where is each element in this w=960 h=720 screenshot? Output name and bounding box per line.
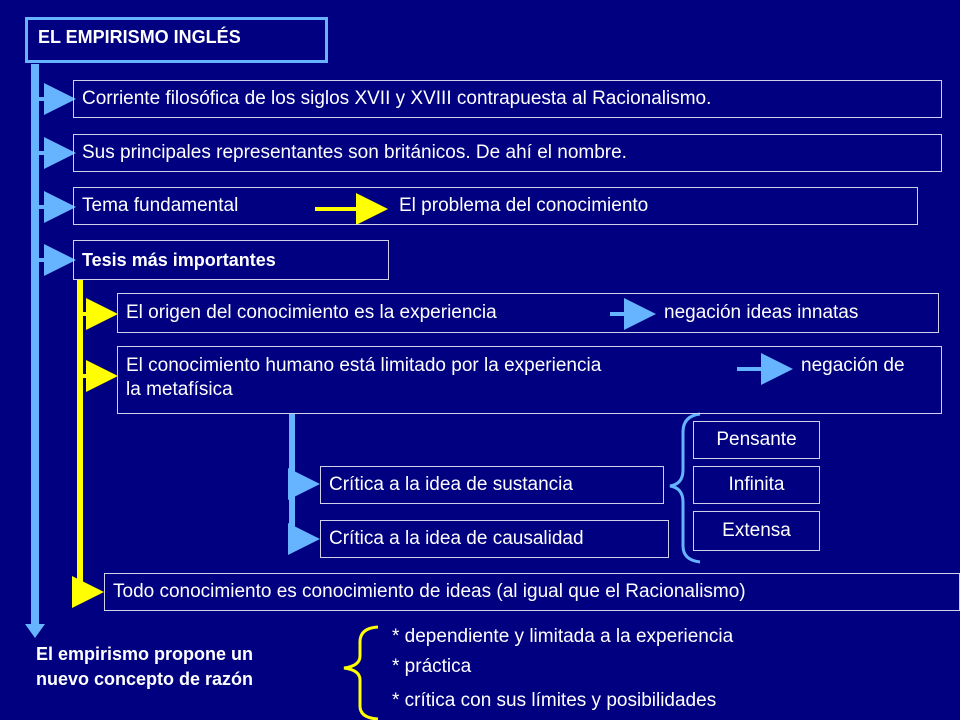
todo-text: Todo conocimiento es conocimiento de ideas (al igual que el Racionalismo)	[113, 581, 746, 602]
corriente-box	[73, 80, 942, 118]
sustancia-box	[320, 466, 664, 504]
razon-point-2: * práctica	[392, 656, 472, 677]
tesis-text: Tesis más importantes	[82, 250, 276, 270]
limitado-result-2: la metafísica	[126, 379, 233, 400]
tema-label: Tema fundamental	[82, 195, 239, 216]
origen-text: El origen del conocimiento es la experiencia	[126, 302, 497, 323]
sustancia-extensa-box	[693, 511, 820, 551]
todo-box	[104, 573, 960, 611]
limitado-result-1: negación de	[801, 355, 905, 376]
causalidad-box	[320, 520, 669, 558]
limitado-text: El conocimiento humano está limitado por la experiencia	[126, 355, 602, 376]
razon-point-3: * crítica con sus límites y posibilidades	[392, 690, 717, 711]
sustancia-pensante: Pensante	[716, 429, 797, 450]
corriente-text: Corriente filosófica de los siglos XVII y XVIII contrapuesta al Racionalismo.	[82, 88, 712, 109]
razon-label-line1: El empirismo propone un	[36, 644, 254, 664]
tema-box	[73, 187, 918, 225]
representantes-text: Sus principales representantes son británicos. De ahí el nombre.	[82, 142, 627, 163]
razon-brace	[344, 627, 378, 719]
page-title: EL EMPIRISMO INGLÉS	[25, 17, 328, 63]
origen-result: negación ideas innatas	[664, 302, 859, 323]
origen-box	[117, 293, 939, 333]
main-arrow-head	[25, 624, 45, 638]
tesis-box	[73, 240, 389, 280]
razon-label-line2: nuevo concepto de razón	[36, 669, 254, 689]
tema-value: El problema del conocimiento	[399, 195, 649, 216]
sustancia-infinita-box	[693, 466, 820, 504]
sustancia-pensante-box	[693, 421, 820, 459]
sustancia-extensa: Extensa	[722, 520, 791, 541]
razon-label	[36, 642, 253, 692]
causalidad-text: Crítica a la idea de causalidad	[329, 528, 584, 549]
representantes-box	[73, 134, 942, 172]
sustancia-text: Crítica a la idea de sustancia	[329, 474, 573, 495]
limitado-box	[117, 346, 942, 414]
razon-point-1: * dependiente y limitada a la experiencia	[392, 626, 734, 647]
sustancia-infinita: Infinita	[728, 474, 785, 495]
